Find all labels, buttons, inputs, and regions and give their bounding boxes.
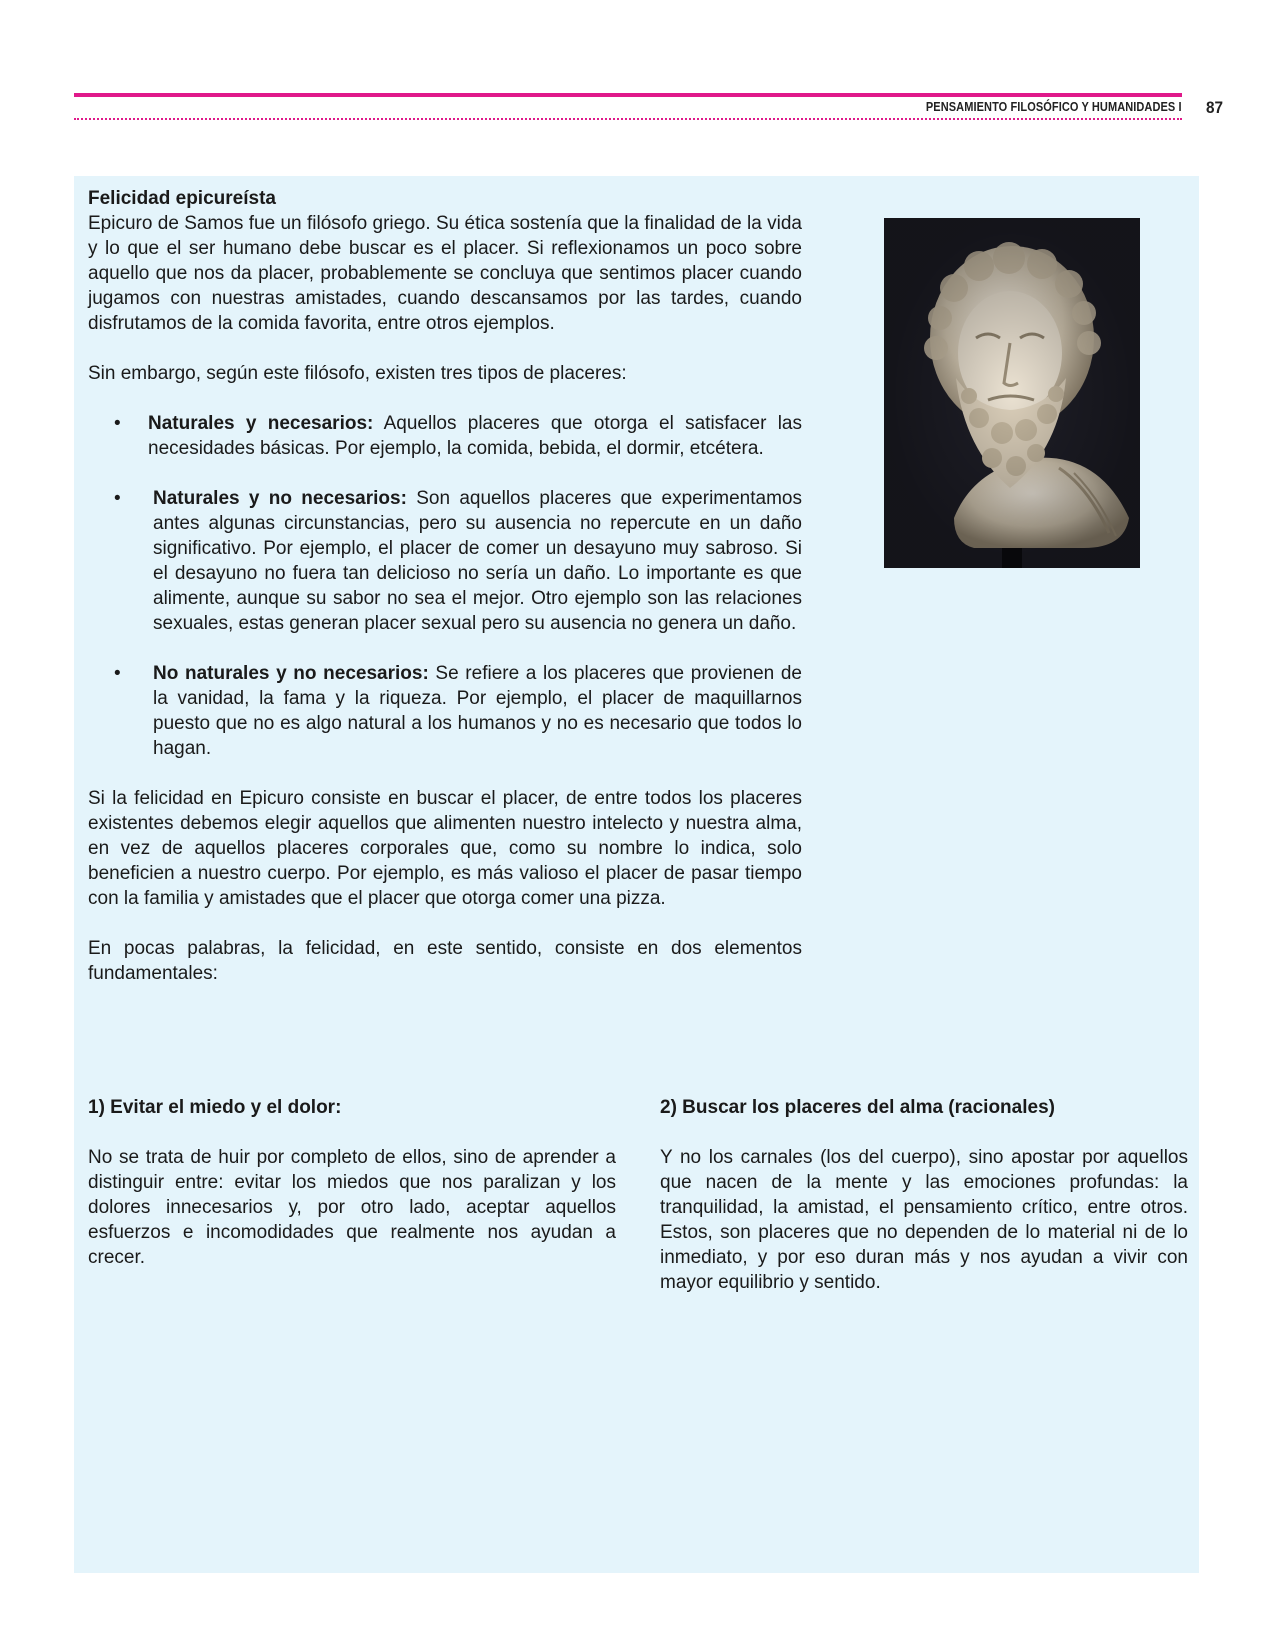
list-item-term: No naturales y no necesarios: xyxy=(153,663,429,684)
bullet-icon: • xyxy=(114,488,121,509)
list-item-text: Se refiere a los placeres que provienen de la vanidad, la fama y la riqueza. Por ejemplo, el placer de maquillarnos puesto que no es algo natural a los humanos y no es necesario que todos lo hagan. xyxy=(153,663,802,759)
column-title: 1) Evitar el miedo y el dolor: xyxy=(88,1097,342,1118)
main-column xyxy=(88,186,802,986)
list-item-text: Son aquellos placeres que experimentamos antes algunas circunstancias, pero su ausencia no repercute en un daño significativo. Por ejemplo, el placer de comer un desayuno muy sabroso. Si el desayuno no fuera tan delicioso no sería un daño. Lo importante es que alimente, aunque su sabor no sea el mejor. Otro ejemplo son las relaciones sexuales, estas generan placer sexual pero su ausencia no genera un daño. xyxy=(153,488,802,634)
header-rule xyxy=(74,93,1182,97)
body-paragraph: En pocas palabras, la felicidad, en este sentido, consiste en dos elementos fundamentales: xyxy=(88,938,802,984)
column-text: No se trata de huir por completo de ellos, sino de aprender a distinguir entre: evitar los miedos que nos paralizan y los dolores innecesarios y, por otro lado, aceptar aquellos esfuerzos e incomodidades que realmente nos ayudan a crecer. xyxy=(88,1147,616,1268)
column-title: 2) Buscar los placeres del alma (racionales) xyxy=(660,1097,1055,1118)
column-avoid-fear-and-pain xyxy=(88,1095,616,1270)
list-item xyxy=(88,661,802,761)
pleasure-types-list xyxy=(88,411,802,761)
running-header: PENSAMIENTO FILOSÓFICO Y HUMANIDADES I xyxy=(926,100,1182,114)
list-item-term: Naturales y necesarios: xyxy=(148,413,374,434)
column-soul-pleasures xyxy=(660,1095,1188,1295)
list-item-text: Aquellos placeres que otorga el satisfacer las necesidades básicas. Por ejemplo, la comida, bebida, el dormir, etcétera. xyxy=(148,413,802,459)
list-item-term: Naturales y no necesarios: xyxy=(153,488,407,509)
header-dotted-rule xyxy=(74,118,1182,120)
epicurus-bust-image xyxy=(884,218,1140,568)
column-text: Y no los carnales (los del cuerpo), sino apostar por aquellos que nacen de la mente y las emociones profundas: la tranquilidad, la amistad, el pensamiento crítico, entre otros. Estos, son placeres que no dependen de lo material ni de lo inmediato, y por eso duran más y nos ayudan a vivir con mayor equilibrio y sentido. xyxy=(660,1147,1188,1293)
bullet-icon: • xyxy=(114,413,121,434)
intro-paragraph: Epicuro de Samos fue un filósofo griego. Su ética sostenía que la finalidad de la vida y lo que el ser humano debe buscar es el placer. Si reflexionamos un poco sobre aquello que nos da placer, probablemente se concluya que sentimos placer cuando jugamos con nuestras amistades, cuando descansamos por las tardes, cuando disfrutamos de la comida favorita, entre otros ejemplos. xyxy=(88,213,802,334)
lead-paragraph: Sin embargo, según este filósofo, existen tres tipos de placeres: xyxy=(88,363,627,384)
section-title: Felicidad epicureísta xyxy=(88,188,276,209)
marble-bust-portrait-icon xyxy=(884,218,1140,568)
list-item xyxy=(88,411,802,461)
page-number: 87 xyxy=(1206,98,1224,117)
bullet-icon: • xyxy=(114,663,121,684)
list-item xyxy=(88,486,802,636)
body-paragraph: Si la felicidad en Epicuro consiste en buscar el placer, de entre todos los placeres existentes debemos elegir aquellos que alimenten nuestro intelecto y nuestra alma, en vez de aquellos placeres corporales que, como su nombre lo indica, solo beneficien a nuestro cuerpo. Por ejemplo, es más valioso el placer de pasar tiempo con la familia y amistades que el placer que otorga comer una pizza. xyxy=(88,788,802,909)
